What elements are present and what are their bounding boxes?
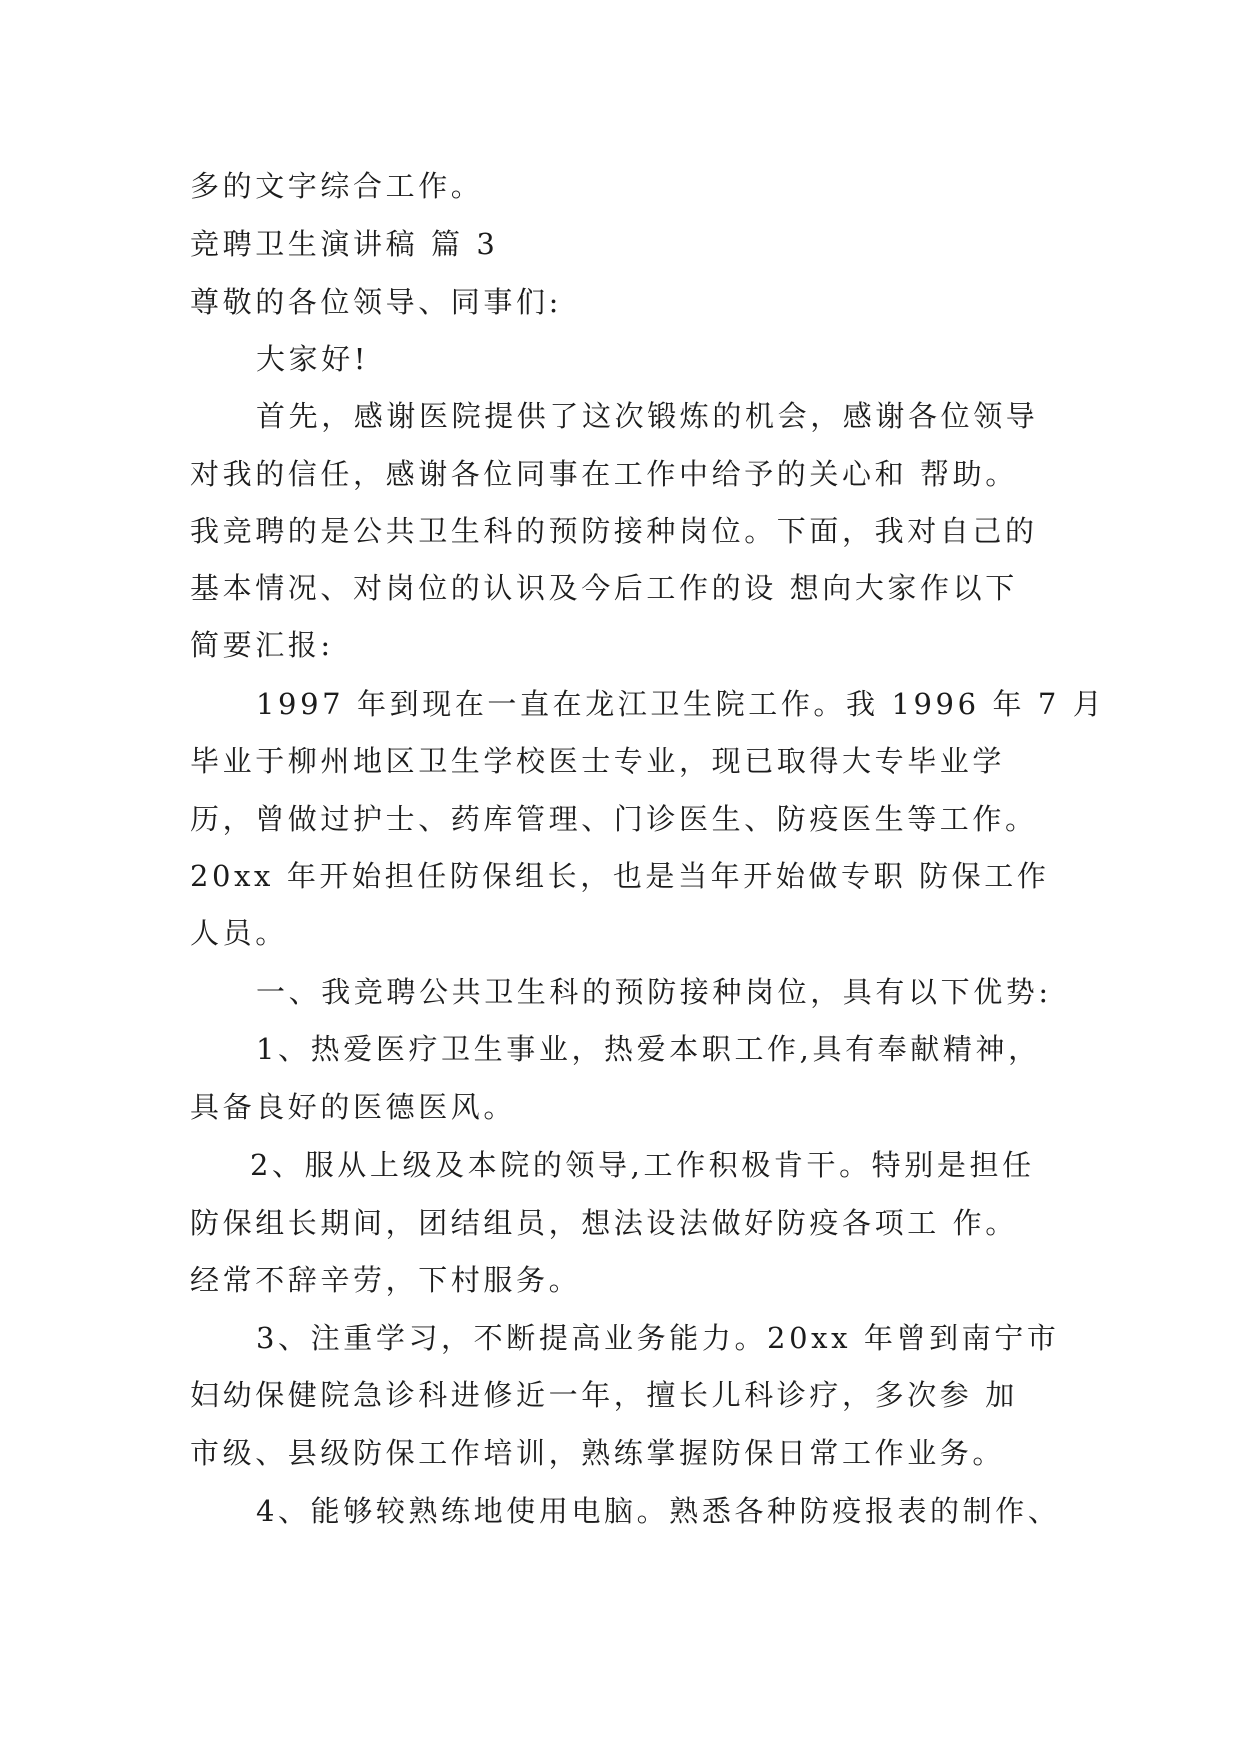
list-item: 1、热爱医疗卫生事业，热爱本职工作,具有奉献精神， (256, 1032, 1041, 1066)
list-item: 3、注重学习，不断提高业务能力。20xx 年曾到南宁市 (256, 1321, 1060, 1355)
text-line: 20xx 年开始担任防保组长，也是当年开始做专职 防保工作 (190, 859, 1050, 893)
text-line: 具备良好的医德医风。 (190, 1090, 517, 1124)
text-line: 市级、县级防保工作培训，熟练掌握防保日常工作业务。 (190, 1436, 1006, 1470)
text-line: 多的文字综合工作。 (190, 169, 484, 203)
salutation: 尊敬的各位领导、同事们: (190, 285, 562, 319)
list-item: 2、服从上级及本院的领导,工作积极肯干。特别是担任 (250, 1148, 1035, 1182)
text-line: 经常不辞辛劳，下村服务。 (190, 1263, 582, 1297)
list-item: 4、能够较熟练地使用电脑。熟悉各种防疫报表的制作、 (256, 1494, 1061, 1528)
text-line: 毕业于柳州地区卫生学校医士专业，现已取得大专毕业学 (190, 744, 1006, 778)
text-line: 基本情况、对岗位的认识及今后工作的设 想向大家作以下 (190, 571, 1018, 605)
text-line: 对我的信任，感谢各位同事在工作中给予的关心和 帮助。 (190, 457, 1018, 491)
text-line: 简要汇报: (190, 628, 334, 662)
text-line: 我竞聘的是公共卫生科的预防接种岗位。下面，我对自己的 (190, 514, 1038, 548)
text-line: 人员。 (190, 916, 288, 950)
section-heading: 竞聘卫生演讲稿 篇 3 (190, 227, 499, 261)
text-line: 一、我竞聘公共卫生科的预防接种岗位，具有以下优势: (256, 975, 1052, 1009)
text-line: 首先，感谢医院提供了这次锻炼的机会，感谢各位领导 (256, 399, 1039, 433)
text-line: 妇幼保健院急诊科进修近一年，擅长儿科诊疗，多次参 加 (190, 1378, 1018, 1412)
greeting: 大家好! (256, 342, 370, 376)
text-line: 防保组长期间，团结组员，想法设法做好防疫各项工 作。 (190, 1206, 1018, 1240)
text-line: 历，曾做过护士、药库管理、门诊医生、防疫医生等工作。 (190, 802, 1038, 836)
text-line: 1997 年到现在一直在龙江卫生院工作。我 1996 年 7 月 (256, 687, 1106, 721)
